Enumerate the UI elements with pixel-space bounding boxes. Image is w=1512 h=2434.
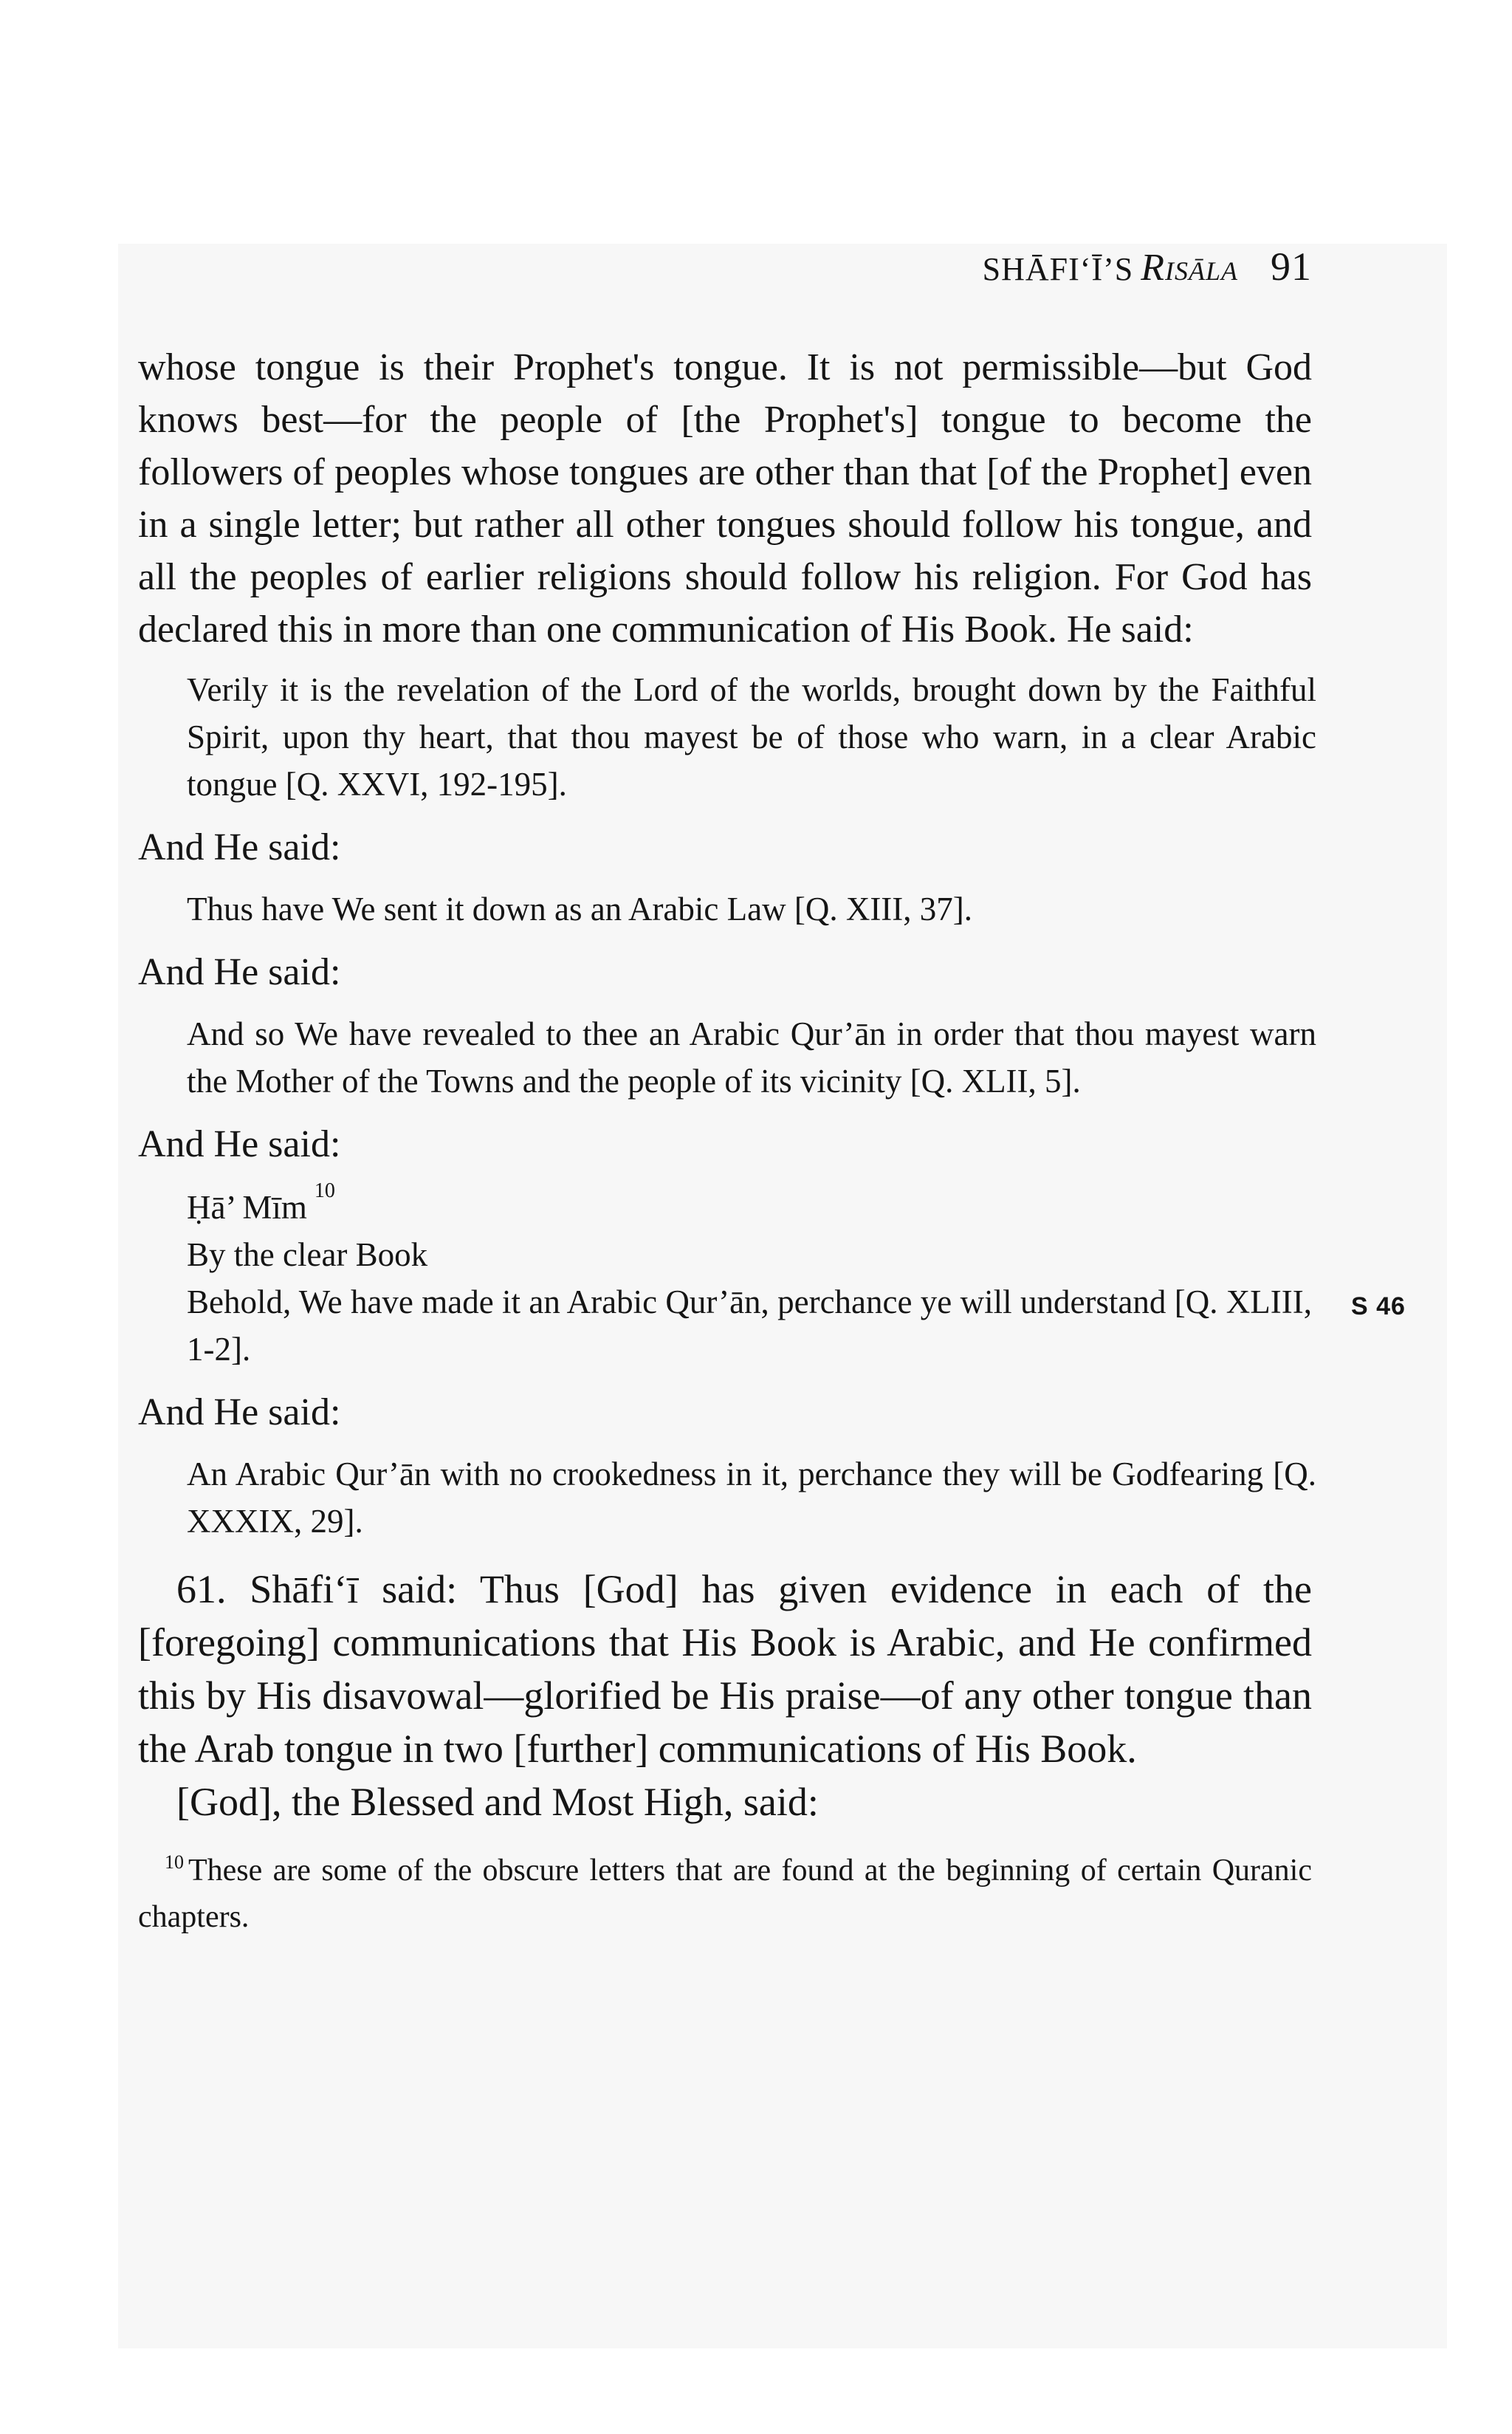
quote-block-1: Verily it is the revelation of the Lord of the worlds, brought down by the Faithful Spirit, upon thy heart, that thou mayest be of those who warn, in a clear Arabic tongue [Q. XXVI, 192-195]. [187,671,1316,803]
footnote-reference: 10 [314,1179,335,1202]
main-paragraph: whose tongue is their Prophet's tongue. It is not permissible—but God knows best—for the people of [the Prophet's] tongue to become the followers of peoples whose tongues are other than that [of the Prophet] even in a single letter; but rather all other tongues should follow his tongue, and all the peoples of earlier religions should follow his religion. For God has declared this in more than one communication of His Book. He said: [138,346,1312,651]
lead-line-2: And He said: [138,826,341,868]
quote-block-3: And so We have revealed to thee an Arabic Qur’ān in order that thou mayest warn the Mother of the Towns and the people of its vicinity [Q. XLII, 5]. [187,1015,1316,1100]
margin-reference: S 46 [1351,1292,1406,1320]
footnote [138,1849,1312,1938]
quote-4-line-1-text: Ḥā’ Mīm [187,1189,307,1226]
body-text [138,341,1316,1938]
lead-line-3: And He said: [138,951,341,993]
lead-line-4: And He said: [138,1123,341,1165]
quote-block-4 [187,1179,1312,1373]
lead-line-5: And He said: [138,1391,341,1433]
footnote-text: These are some of the obscure letters that are found at the beginning of certain Quranic chapters. [138,1854,1312,1934]
footnote-mark: 10 [165,1851,184,1873]
quote-block-2: Thus have We sent it down as an Arabic Law [Q. XIII, 37]. [187,891,973,928]
page-number: 91 [1271,244,1312,289]
quote-block-5: An Arabic Qur’ān with no crookedness in it, perchance they will be Godfearing [Q. XXXIX, 29]. [187,1456,1316,1540]
paragraph-61-continuation: [God], the Blessed and Most High, said: [176,1780,819,1824]
quote-4-line-1 [187,1179,1312,1231]
running-title-work: Risāla [1141,247,1238,289]
paragraph-61: 61. Shāfi‘ī said: Thus [God] has given evidence in each of the [foregoing] communications that His Book is Arabic, and He confirmed this by His disavowal—glorified be His praise—of any other tongue than the Arab tongue in two [further] communications of His Book. [138,1567,1312,1771]
quote-4-line-2: By the clear Book [187,1236,428,1273]
running-header [983,244,1312,303]
running-title-author: SHĀFI‘Ī’S [982,251,1134,287]
quote-4-line-3: Behold, We have made it an Arabic Qur’ān, perchance ye will understand [Q. XLIII, 1-2]. [187,1283,1312,1368]
running-title [983,246,1238,289]
